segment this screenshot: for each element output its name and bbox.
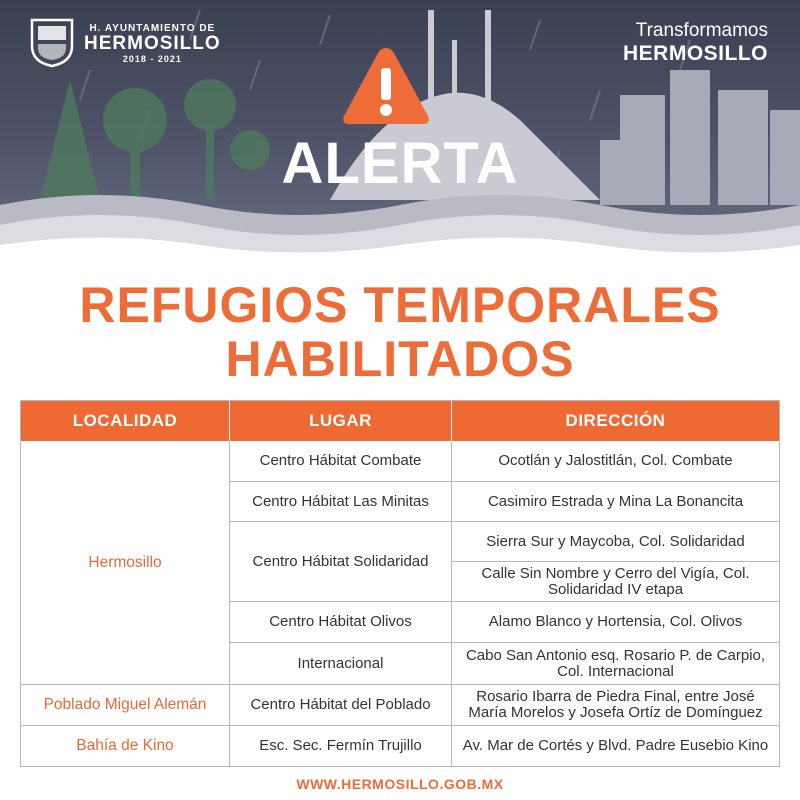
address-cell: Sierra Sur y Maycoba, Col. Solidaridad [486,532,745,550]
website-link[interactable]: WWW.HERMOSILLO.GOB.MX [296,776,504,792]
address-cell: Ocotlán y Jalostitlán, Col. Combate [498,452,733,469]
column-header-localidad: LOCALIDAD [72,411,178,430]
warning-triangle-icon [341,44,431,128]
title-line-1: REFUGIOS TEMPORALES [79,277,721,333]
locality-cell: Hermosillo [88,553,162,571]
municipal-logo [30,18,221,68]
address-cell: Av. Mar de Cortés y Blvd. Padre Eusebio Kino [462,737,769,754]
shelters-table [20,400,780,767]
alert-heading: ALERTA [281,131,519,196]
locality-cell: Bahía de Kino [76,737,174,754]
logo-years: 2018 - 2021 [122,53,182,64]
place-cell: Centro Hábitat del Poblado [250,696,431,713]
address-cell: Cabo San Antonio esq. Rosario P. de Carpio, Col. Internacional [465,646,766,680]
alert-banner [0,0,800,262]
coat-of-arms-icon [30,18,74,68]
place-cell: Esc. Sec. Fermín Trujillo [259,737,422,754]
locality-cell: Poblado Miguel Alemán [43,696,207,713]
place-cell: Centro Hábitat Solidaridad [252,552,429,570]
slogan-line-2: HERMOSILLO [623,42,768,65]
logo-title: HERMOSILLO [84,32,221,54]
place-cell: Centro Hábitat Olivos [269,613,412,630]
place-cell: Centro Hábitat Las Minitas [252,492,429,510]
column-header-direccion: DIRECCIÓN [565,411,666,430]
page-title [0,278,800,386]
address-cell: Rosario Ibarra de Piedra Final, entre José María Morelos y Josefa Ortíz de Domínguez [468,688,763,721]
column-header-lugar: LUGAR [309,411,372,430]
table-header [21,401,779,441]
logo-subtitle: H. AYUNTAMIENTO DE [89,22,216,34]
title-line-2: HABILITADOS [225,331,575,387]
place-cell: Internacional [297,654,384,672]
slogan [623,20,768,66]
address-cell: Casimiro Estrada y Mina La Bonancita [487,492,744,510]
place-cell: Centro Hábitat Combate [259,452,422,469]
address-cell: Calle Sin Nombre y Cerro del Vigía, Col. Solidaridad IV etapa [481,564,750,598]
slogan-line-1: Transformamos [635,20,768,41]
address-cell: Alamo Blanco y Hortensia, Col. Olivos [488,613,743,630]
